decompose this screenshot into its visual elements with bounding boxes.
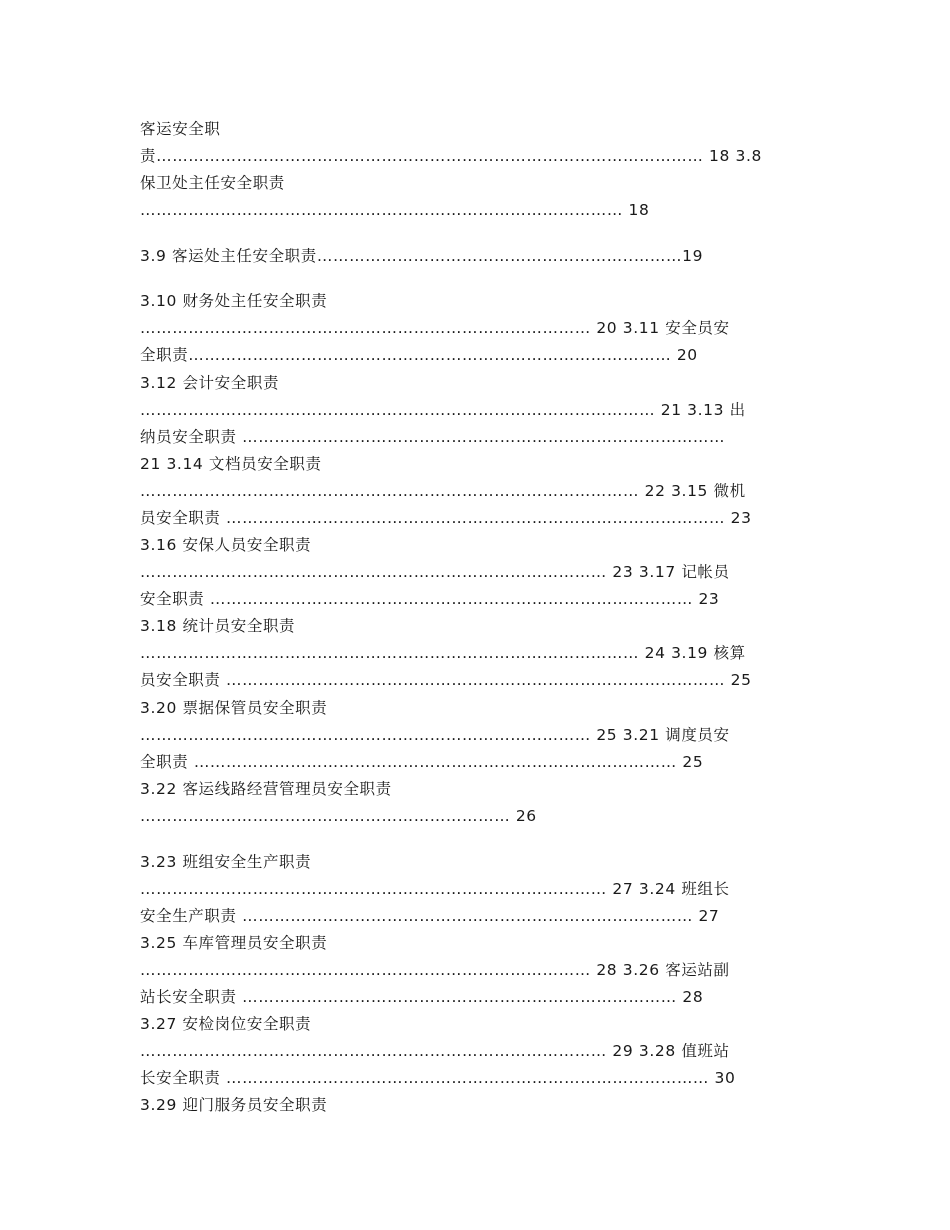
toc-line: 3.29 迎门服务员安全职责 <box>140 1096 328 1114</box>
toc-line: …………………………………………………………… 26 <box>140 807 537 825</box>
toc-line: 3.25 车库管理员安全职责 <box>140 934 328 952</box>
toc-line: 3.22 客运线路经营管理员安全职责 <box>140 780 392 798</box>
toc-line: ………………………………………………………………………………… 22 3.15 微机 <box>140 482 746 500</box>
toc-line: 责………………………………………………………………………………………… 18 3.8 <box>140 147 762 165</box>
toc-line: 保卫处主任安全职责 <box>140 174 285 192</box>
toc-line: 3.20 票据保管员安全职责 <box>140 699 328 717</box>
toc-line: 安全生产职责 ………………………………………………………………………… 27 <box>140 907 720 925</box>
toc-line: …………………………………………………………………………… 27 3.24 班组长 <box>140 880 730 898</box>
toc-line: 全职责 ……………………………………………………………………………… 25 <box>140 753 704 771</box>
toc-line: …………………………………………………………………………… 23 3.17 记帐员 <box>140 563 730 581</box>
toc-line: 3.9 客运处主任安全职责…………………………………………………..………19 <box>140 247 704 265</box>
toc-line: …………………………………………………………………………… 29 3.28 值班站 <box>140 1042 730 1060</box>
toc-line: 3.23 班组安全生产职责 <box>140 853 312 871</box>
toc-line: ………………………………………………………………………… 28 3.26 客运站副 <box>140 961 730 979</box>
toc-line: 3.10 财务处主任安全职责 <box>140 292 328 310</box>
toc-line: 3.12 会计安全职责 <box>140 374 280 392</box>
toc-line: …………………………………………………………………………………… 21 3.13 出 <box>140 401 746 419</box>
toc-line: ………………………………………………………………………………… 24 3.19 核算 <box>140 644 746 662</box>
toc-line: ……………………………………………………………………………… 18 <box>140 201 650 219</box>
toc-line: 21 3.14 文档员安全职责 <box>140 455 322 473</box>
toc-line: 站长安全职责 ……………………………………………………………………… 28 <box>140 988 704 1006</box>
toc-line: 员安全职责 ………………………………………………………………………………… 23 <box>140 509 752 527</box>
toc-line: 3.16 安保人员安全职责 <box>140 536 312 554</box>
toc-line: ………………………………………………………………………… 20 3.11 安全员安 <box>140 319 730 337</box>
toc-line: 全职责……………………………………………………………………………… 20 <box>140 346 698 364</box>
toc-line: 长安全职责 ……………………………………………………………………………… 30 <box>140 1069 736 1087</box>
toc-line: ………………………………………………………………………… 25 3.21 调度员安 <box>140 726 730 744</box>
toc-line: 纳员安全职责 ……………………………………………………………………………… <box>140 428 726 446</box>
toc-line: 3.27 安检岗位安全职责 <box>140 1015 312 1033</box>
toc-line: 3.18 统计员安全职责 <box>140 617 296 635</box>
toc-line: 安全职责 ……………………………………………………………………………… 23 <box>140 590 720 608</box>
toc-line: 客运安全职 <box>140 120 221 138</box>
toc-line: 员安全职责 ………………………………………………………………………………… 25 <box>140 671 752 689</box>
